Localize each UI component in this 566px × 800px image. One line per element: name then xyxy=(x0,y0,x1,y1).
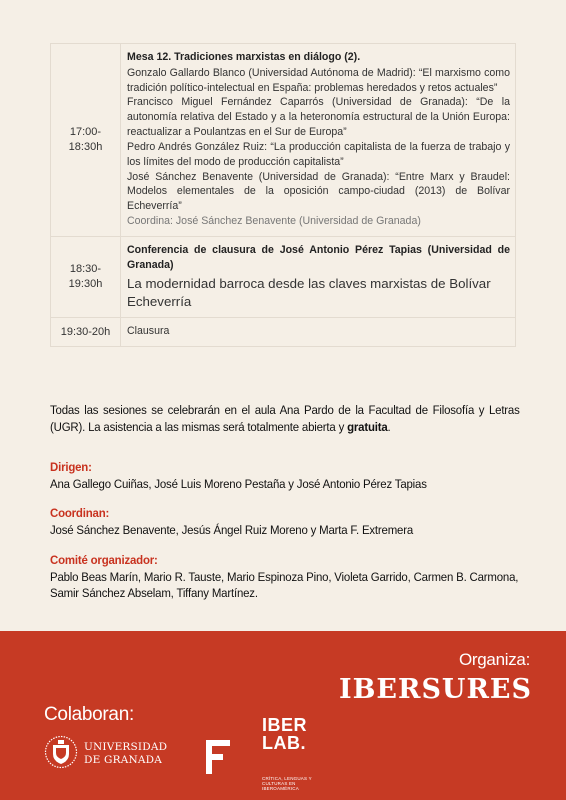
session-coordinator: Coordina: José Sánchez Benavente (Universidad de Granada) xyxy=(127,215,421,228)
talk-item: Gonzalo Gallardo Blanco (Universidad Autónoma de Madrid): “El marxismo como tradición político-intelectual en España: problemas heredados y retos actuales” xyxy=(127,66,510,94)
iberlab-line-1: IBER xyxy=(262,715,308,735)
footer-banner xyxy=(0,631,566,800)
venue-info xyxy=(50,402,520,436)
session-content xyxy=(121,236,516,318)
talk-item: Pedro Andrés González Ruiz: “La producción capitalista de la fuerza de trabajo y los límites del modo de producción capitalista” xyxy=(127,140,510,168)
venue-end: . xyxy=(387,419,391,434)
free-label: gratuita xyxy=(347,419,388,434)
schedule-row-mesa12 xyxy=(51,44,516,237)
schedule-table xyxy=(50,43,516,347)
talk-item: José Sánchez Benavente (Universidad de Granada): “Entre Marx y Braudel: Modelos elementales de la oposición campo-ciudad (2013) de Bolívar Echeverría” xyxy=(127,170,510,213)
venue-text: Todas las sesiones se celebrarán en el aula Ana Pardo de la Facultad de Filosofía y Letras (UGR). La asistencia a las mismas será totalmente abierta y xyxy=(50,403,520,434)
ugr-logo xyxy=(44,734,184,778)
organiza-label: Organiza: xyxy=(458,650,530,669)
section-names: Pablo Beas Marín, Mario R. Tauste, Mario Espinoza Pino, Violeta Garrido, Carmen B. Carmona, Samir Sánchez Abselam, Tiffany Martínez. xyxy=(50,569,519,601)
comite-section xyxy=(50,552,520,602)
colaboran-label: Colaboran: xyxy=(44,704,134,725)
talk-item: La modernidad barroca desde las claves marxistas de Bolívar Echeverría xyxy=(127,275,491,309)
section-names: José Sánchez Benavente, Jesús Ángel Ruiz Moreno y Marta F. Extremera xyxy=(50,522,414,537)
session-title: Conferencia de clausura de José Antonio Pérez Tapias (Universidad de Granada) xyxy=(127,243,510,271)
ugr-name xyxy=(84,741,167,767)
iberlab-wordmark xyxy=(262,717,307,752)
session-title: Mesa 12. Tradiciones marxistas en diálogo (2). xyxy=(127,51,361,63)
section-heading: Comité organizador: xyxy=(50,553,158,567)
section-heading: Dirigen: xyxy=(50,460,92,474)
time-cell: 17:00- 18:30h xyxy=(51,44,121,237)
time-cell: 19:30-20h xyxy=(51,318,121,347)
time-cell: 18:30- 19:30h xyxy=(51,236,121,318)
section-heading: Coordinan: xyxy=(50,506,110,520)
iberlab-logo xyxy=(262,717,342,791)
iberlab-subtitle: CRÍTICA, LENGUAS Y CULTURAS EN IBEROAMÉRICA xyxy=(262,776,312,792)
iberlab-line-2: LAB. xyxy=(262,732,306,753)
ugr-seal-icon xyxy=(44,734,78,770)
ugr-line-1: UNIVERSIDAD xyxy=(84,741,168,753)
ibersures-logo: IBERSURES xyxy=(338,674,532,705)
talk-item: Francisco Miguel Fernández Caparrós (Universidad de Granada): “De la autonomía relativa del Estado y a la heteronomía estructural de la Unión Europa: reactualizar a Poulantzas en el Sur de Europa” xyxy=(127,96,510,139)
dirigen-section xyxy=(50,459,520,492)
coordinan-section xyxy=(50,505,520,538)
schedule-row-clausura xyxy=(51,318,516,347)
schedule-row-conferencia xyxy=(51,236,516,318)
ugr-line-2: DE GRANADA xyxy=(84,753,163,766)
session-content xyxy=(121,44,516,237)
section-names: Ana Gallego Cuiñas, José Luis Moreno Pestaña y José Antonio Pérez Tapias xyxy=(50,476,427,491)
session-title: Clausura xyxy=(121,318,516,347)
f-logo-icon xyxy=(206,740,230,774)
